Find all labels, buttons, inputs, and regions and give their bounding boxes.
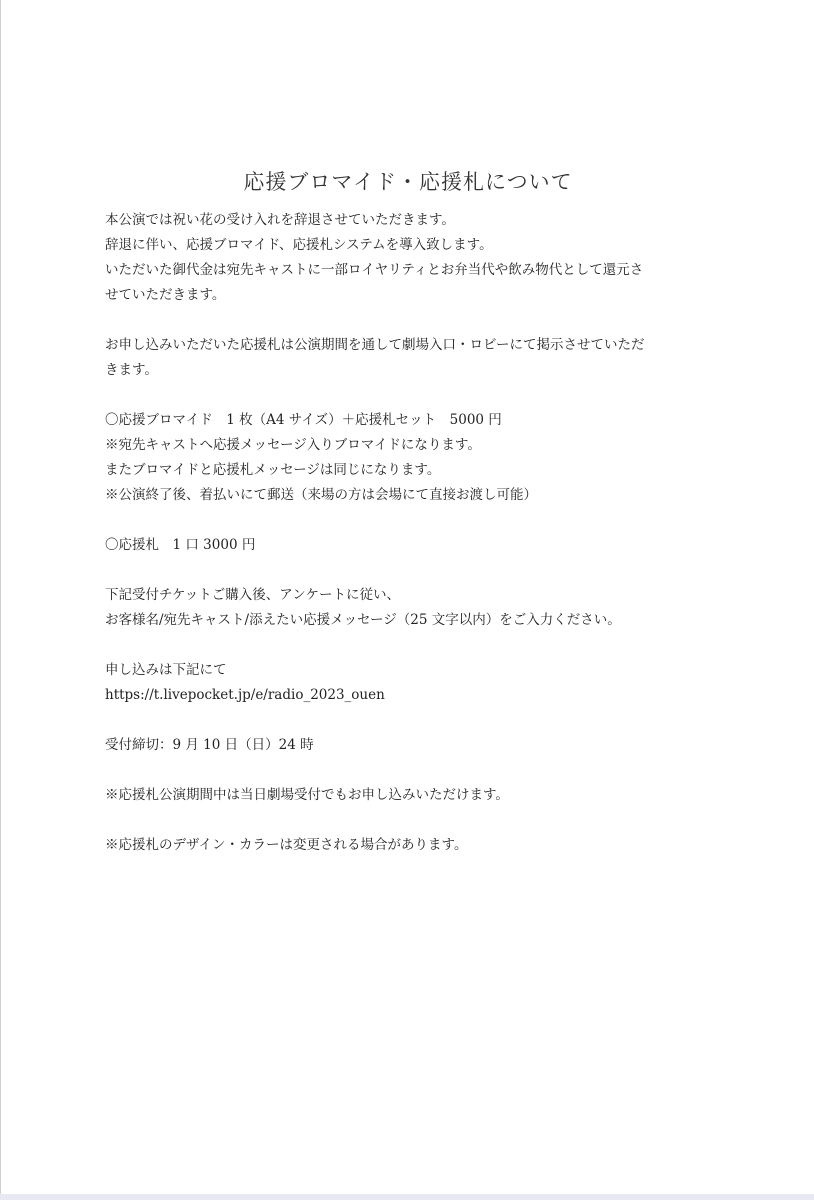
intro-line: せていただきます。	[105, 287, 226, 303]
intro-line: いただいた御代金は宛先キャストに一部ロイヤリティとお弁当代や飲み物代として還元さ	[105, 262, 644, 278]
intro-paragraph	[105, 208, 745, 308]
spacer	[105, 708, 745, 733]
how-to-line: 下記受付チケットご購入後、アンケートに従い、	[105, 587, 400, 603]
document-body	[105, 208, 745, 858]
fuda-only-paragraph	[105, 533, 745, 558]
bromide-set-line: またブロマイドと応援札メッセージは同じになります。	[105, 462, 441, 478]
note-design-paragraph	[105, 833, 745, 858]
spacer	[105, 558, 745, 583]
deadline-paragraph	[105, 733, 745, 758]
document-title: 応援ブロマイド・応援札について	[243, 170, 573, 194]
intro-line: 本公演では祝い花の受け入れを辞退させていただきます。	[105, 212, 455, 228]
bromide-set-line: 〇応援ブロマイド 1 枚（A4 サイズ）＋応援札セット 5000 円	[105, 412, 502, 428]
bromide-set-line: ※公演終了後、着払いにて郵送（来場の方は会場にて直接お渡し可能）	[105, 487, 537, 503]
note-design-line: ※応援札のデザイン・カラーは変更される場合があります。	[105, 837, 468, 853]
spacer	[105, 808, 745, 833]
note-during-line: ※応援札公演期間中は当日劇場受付でもお申し込みいただけます。	[105, 787, 509, 803]
note-during-paragraph	[105, 783, 745, 808]
bromide-set-line: ※宛先キャストへ応援メッセージ入りブロマイドになります。	[105, 437, 481, 453]
display-note-line: きます。	[105, 362, 158, 378]
intro-line: 辞退に伴い、応援ブロマイド、応援札システムを導入致します。	[105, 237, 493, 253]
display-note-line: お申し込みいただいた応援札は公演期間を通して劇場入口・ロビーにて掲示させていただ	[105, 337, 645, 353]
how-to-line: お客様名/宛先キャスト/添えたい応援メッセージ（25 文字以内）をご入力ください。	[105, 612, 621, 628]
how-to-paragraph	[105, 583, 745, 633]
spacer	[105, 383, 745, 408]
apply-paragraph	[105, 658, 745, 708]
spacer	[105, 758, 745, 783]
bottom-strip	[0, 1194, 814, 1200]
deadline-line: 受付締切：9 月 10 日（日）24 時	[105, 737, 314, 753]
apply-url: https://t.livepocket.jp/e/radio_2023_ouen	[105, 687, 385, 703]
display-note-paragraph	[105, 333, 745, 383]
spacer	[105, 308, 745, 333]
spacer	[105, 633, 745, 658]
fuda-only-line: 〇応援札 1 口 3000 円	[105, 537, 256, 553]
spacer	[105, 508, 745, 533]
bromide-set-paragraph	[105, 408, 745, 508]
apply-line: 申し込みは下記にて	[105, 662, 227, 678]
